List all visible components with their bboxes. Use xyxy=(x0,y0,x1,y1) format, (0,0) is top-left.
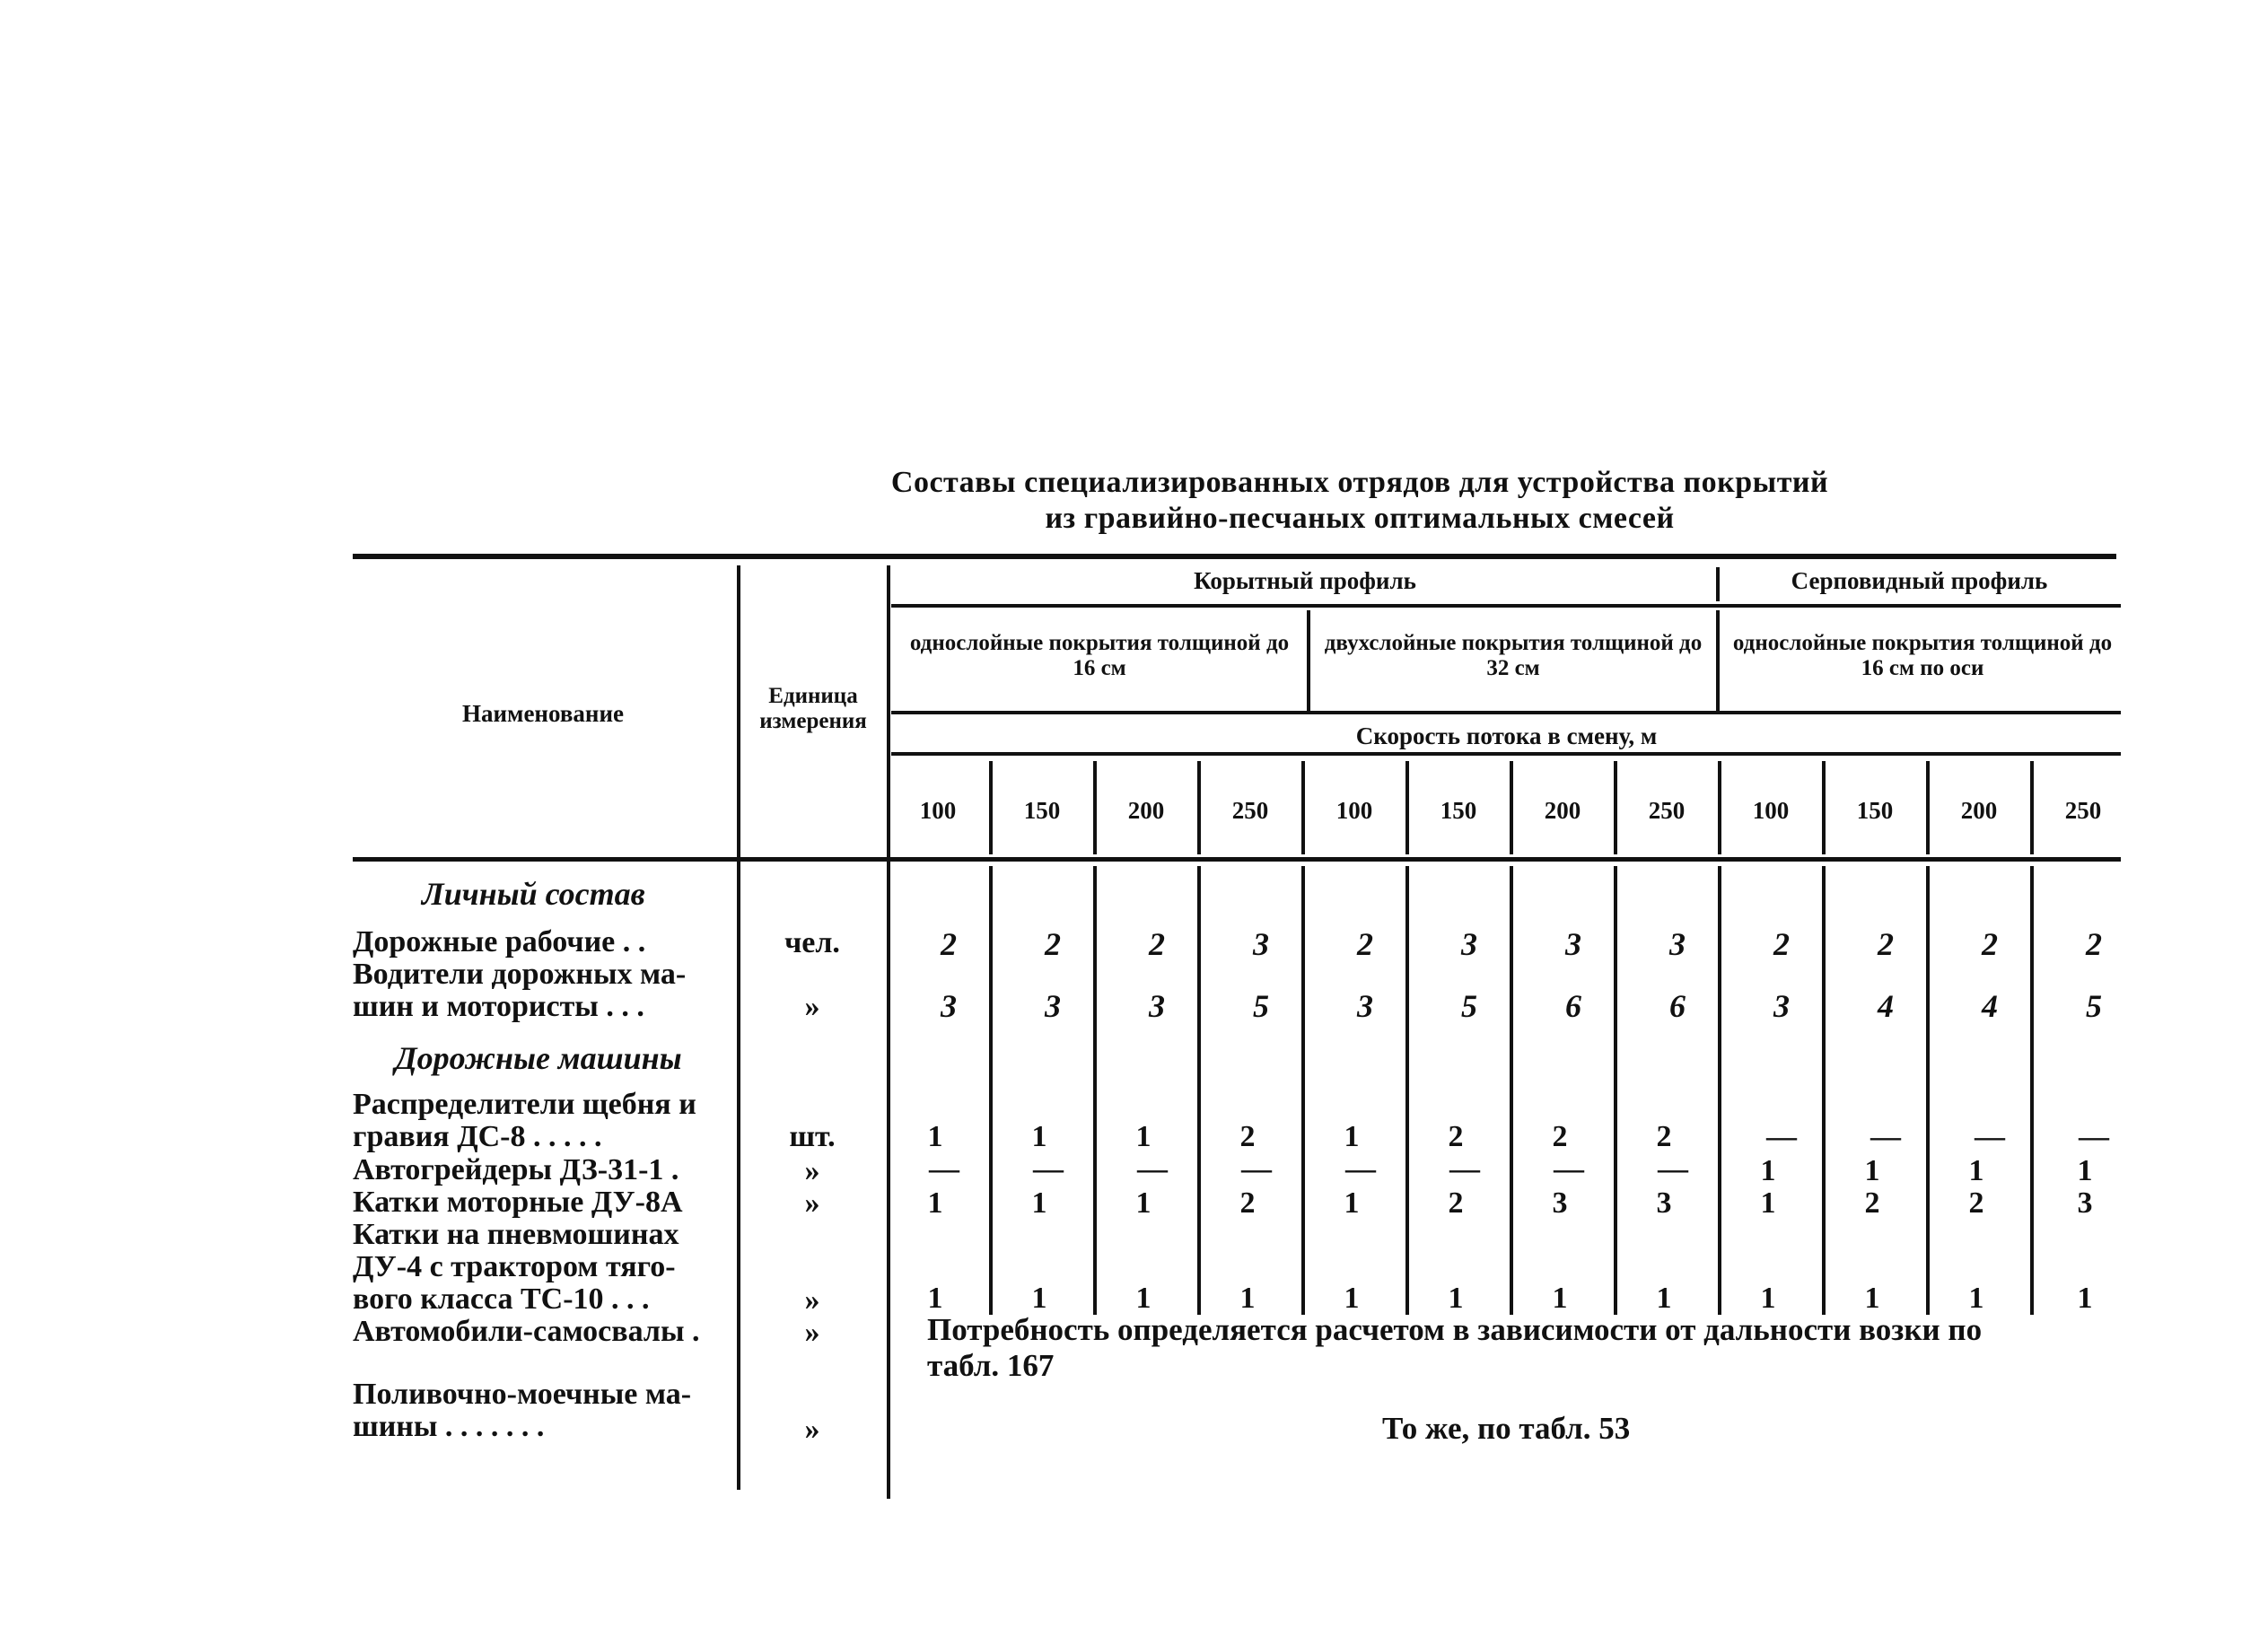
table-title xyxy=(574,465,2145,537)
cell: 1 xyxy=(1344,1282,1360,1315)
row-washers-unit: » xyxy=(804,1413,820,1446)
row-workers-name: Дорожные рабочие . . xyxy=(353,925,646,958)
row-drivers-name xyxy=(353,958,686,1023)
unit-header-line-1: Единица xyxy=(768,684,858,708)
cell: 2 xyxy=(941,926,957,962)
cell: 3 xyxy=(1045,988,1061,1024)
name-column-header: Наименование xyxy=(462,700,624,727)
cell: — xyxy=(1975,1120,2005,1153)
unit-header-line-2: измерения xyxy=(759,709,867,733)
cell: 1 xyxy=(1760,1186,1776,1220)
double-layer-32-header: двухслойные покрытия толщиной до 32 см xyxy=(1324,631,1703,680)
top-rule xyxy=(353,554,2116,559)
cell: 1 xyxy=(1031,1186,1047,1220)
speed-value: 200 xyxy=(1544,797,1581,824)
cell: 3 xyxy=(1357,988,1373,1024)
header-bottom-rule xyxy=(353,857,2121,862)
speed-value: 100 xyxy=(919,797,957,824)
speed-value: 250 xyxy=(1231,797,1269,824)
cell: 2 xyxy=(1878,926,1894,962)
row-dumpers-note xyxy=(927,1312,1982,1384)
body-col-divider xyxy=(1926,866,1930,1315)
crescent-profile-header: Серповидный профиль xyxy=(1791,567,2048,594)
speed-value: 100 xyxy=(1335,797,1373,824)
cell: 2 xyxy=(1045,926,1061,962)
cell: 2 xyxy=(1239,1120,1256,1153)
title-line-2: из гравийно-песчаных оптимальных смесей xyxy=(1045,502,1675,535)
row-spreaders-name-line-1: Распределители щебня и xyxy=(353,1088,696,1121)
subgroup-divider-1 xyxy=(1307,610,1310,711)
speed-value: 250 xyxy=(1648,797,1686,824)
body-col-divider xyxy=(1093,866,1097,1315)
row-graders-unit: » xyxy=(804,1154,820,1187)
row-washers-name xyxy=(353,1379,691,1443)
row-pneumatic-name-line-1: Катки на пневмошинах xyxy=(353,1218,679,1251)
subgroup-rule xyxy=(891,711,2121,714)
row-drivers-name-line-2: шин и мотористы . . . xyxy=(353,990,644,1023)
title-line-1: Составы специализированных отрядов для устройства покрытий xyxy=(890,466,1829,499)
cell: 5 xyxy=(1253,988,1269,1024)
speed-value: 150 xyxy=(1856,797,1894,824)
body-col-divider xyxy=(2030,866,2034,1315)
cell: 2 xyxy=(1149,926,1165,962)
row-pneumatic-name xyxy=(353,1219,679,1316)
cell: — xyxy=(1658,1152,1688,1186)
speed-value: 200 xyxy=(1127,797,1165,824)
cell: — xyxy=(1554,1152,1584,1186)
cell: 2 xyxy=(1968,1186,1984,1220)
cell: 3 xyxy=(1149,988,1165,1024)
row-dumpers-unit: » xyxy=(804,1316,820,1349)
cell: 1 xyxy=(1864,1282,1880,1315)
row-washers-name-line-2: шины . . . . . . . xyxy=(353,1410,545,1443)
body-col-divider xyxy=(989,866,993,1315)
cell: 6 xyxy=(1565,988,1581,1024)
speed-value: 150 xyxy=(1440,797,1477,824)
cell: 3 xyxy=(1552,1186,1568,1220)
single-layer-16-header: однослойные покрытия толщиной до 16 см xyxy=(909,631,1290,680)
cell: — xyxy=(2079,1120,2109,1153)
row-workers-unit: чел. xyxy=(784,926,840,959)
cell: 1 xyxy=(1760,1154,1776,1187)
speed-rule xyxy=(891,752,2121,756)
cell: 1 xyxy=(927,1282,943,1315)
dumpers-note-line-2: табл. 167 xyxy=(927,1348,1055,1383)
cell: 1 xyxy=(1135,1120,1152,1153)
cell: 5 xyxy=(2086,988,2102,1024)
cell: 2 xyxy=(1448,1186,1464,1220)
cell: 3 xyxy=(2077,1186,2093,1220)
cell: — xyxy=(1137,1152,1168,1186)
row-drivers-name-line-1: Водители дорожных ма- xyxy=(353,958,687,991)
cell: 1 xyxy=(1344,1186,1360,1220)
row-spreaders-name xyxy=(353,1089,696,1153)
row-washers-note: То же, по табл. 53 xyxy=(1382,1411,1631,1446)
cell: 1 xyxy=(1552,1282,1568,1315)
speed-value: 250 xyxy=(2064,797,2102,824)
row-pneumatic-unit: » xyxy=(804,1283,820,1317)
cell: 2 xyxy=(1773,926,1790,962)
cell: 1 xyxy=(1135,1282,1152,1315)
single-layer-axis-header: однослойные покрытия толщиной до 16 см по оси xyxy=(1732,631,2113,680)
cell: 1 xyxy=(1239,1282,1256,1315)
cell: 1 xyxy=(1864,1154,1880,1187)
name-col-divider xyxy=(737,565,740,1490)
cell: 1 xyxy=(1968,1154,1984,1187)
cell: 2 xyxy=(1357,926,1373,962)
body-col-divider xyxy=(1718,866,1721,1315)
cell: 2 xyxy=(1239,1186,1256,1220)
cell: 1 xyxy=(1448,1282,1464,1315)
cell: 1 xyxy=(1031,1120,1047,1153)
row-dumpers-name: Автомобили-самосвалы . xyxy=(353,1315,700,1348)
cell: — xyxy=(1345,1152,1376,1186)
unit-col-divider xyxy=(887,565,890,1499)
subgroup-divider-2 xyxy=(1716,610,1720,711)
cell: 1 xyxy=(1656,1282,1672,1315)
cell: 2 xyxy=(1552,1120,1568,1153)
cell: — xyxy=(1449,1152,1480,1186)
cell: 2 xyxy=(1864,1186,1880,1220)
cell: 6 xyxy=(1669,988,1686,1024)
speed-value: 150 xyxy=(1023,797,1061,824)
cell: 3 xyxy=(1773,988,1790,1024)
cell: — xyxy=(929,1152,959,1186)
trough-profile-header: Корытный профиль xyxy=(1194,567,1416,594)
body-col-divider xyxy=(1822,866,1826,1315)
cell: — xyxy=(1033,1152,1064,1186)
cell: 1 xyxy=(1968,1282,1984,1315)
row-washers-name-line-1: Поливочно-моечные ма- xyxy=(353,1378,692,1411)
cell: 2 xyxy=(1656,1120,1672,1153)
cell: 3 xyxy=(1461,926,1477,962)
section-personnel: Личный состав xyxy=(422,876,645,912)
cell: 1 xyxy=(2077,1282,2093,1315)
cell: 3 xyxy=(941,988,957,1024)
row-rollers-name: Катки моторные ДУ-8А xyxy=(353,1186,683,1219)
cell: — xyxy=(1870,1120,1901,1153)
cell: 1 xyxy=(927,1120,943,1153)
cell: 1 xyxy=(1344,1120,1360,1153)
group-rule xyxy=(891,604,2121,608)
speed-value: 100 xyxy=(1752,797,1790,824)
cell: 3 xyxy=(1669,926,1686,962)
cell: 1 xyxy=(1135,1186,1152,1220)
cell: — xyxy=(1766,1120,1797,1153)
dumpers-note-line-1: Потребность определяется расчетом в зависимости от дальности возки по xyxy=(927,1312,1983,1347)
body-col-divider xyxy=(1405,866,1409,1315)
row-graders-name: Автогрейдеры ДЗ-31-1 . xyxy=(353,1153,679,1186)
cell: 5 xyxy=(1461,988,1477,1024)
cell: — xyxy=(1241,1152,1272,1186)
row-drivers-unit: » xyxy=(804,990,820,1023)
row-spreaders-name-line-2: гравия ДС-8 . . . . . xyxy=(353,1120,602,1153)
cell: 4 xyxy=(1982,988,1998,1024)
cell: 1 xyxy=(2077,1154,2093,1187)
row-spreaders-unit: шт. xyxy=(789,1120,836,1153)
section-machines: Дорожные машины xyxy=(395,1040,682,1076)
row-pneumatic-name-line-2: ДУ-4 с трактором тяго- xyxy=(353,1250,676,1283)
body-col-divider xyxy=(1301,866,1305,1315)
cell: 1 xyxy=(927,1186,943,1220)
cell: 1 xyxy=(1031,1282,1047,1315)
cell: 2 xyxy=(1982,926,1998,962)
cell: 3 xyxy=(1656,1186,1672,1220)
row-rollers-unit: » xyxy=(804,1186,820,1220)
body-col-divider xyxy=(1614,866,1617,1315)
speed-header: Скорость потока в смену, м xyxy=(1355,722,1658,749)
body-col-divider xyxy=(1197,866,1201,1315)
speed-value: 200 xyxy=(1960,797,1998,824)
cell: 2 xyxy=(2086,926,2102,962)
cell: 2 xyxy=(1448,1120,1464,1153)
unit-column-header xyxy=(741,684,885,734)
cell: 4 xyxy=(1878,988,1894,1024)
row-pneumatic-name-line-3: вого класса ТС-10 . . . xyxy=(353,1282,650,1316)
cell: 3 xyxy=(1253,926,1269,962)
cell: 3 xyxy=(1565,926,1581,962)
body-col-divider xyxy=(1510,866,1513,1315)
cell: 1 xyxy=(1760,1282,1776,1315)
